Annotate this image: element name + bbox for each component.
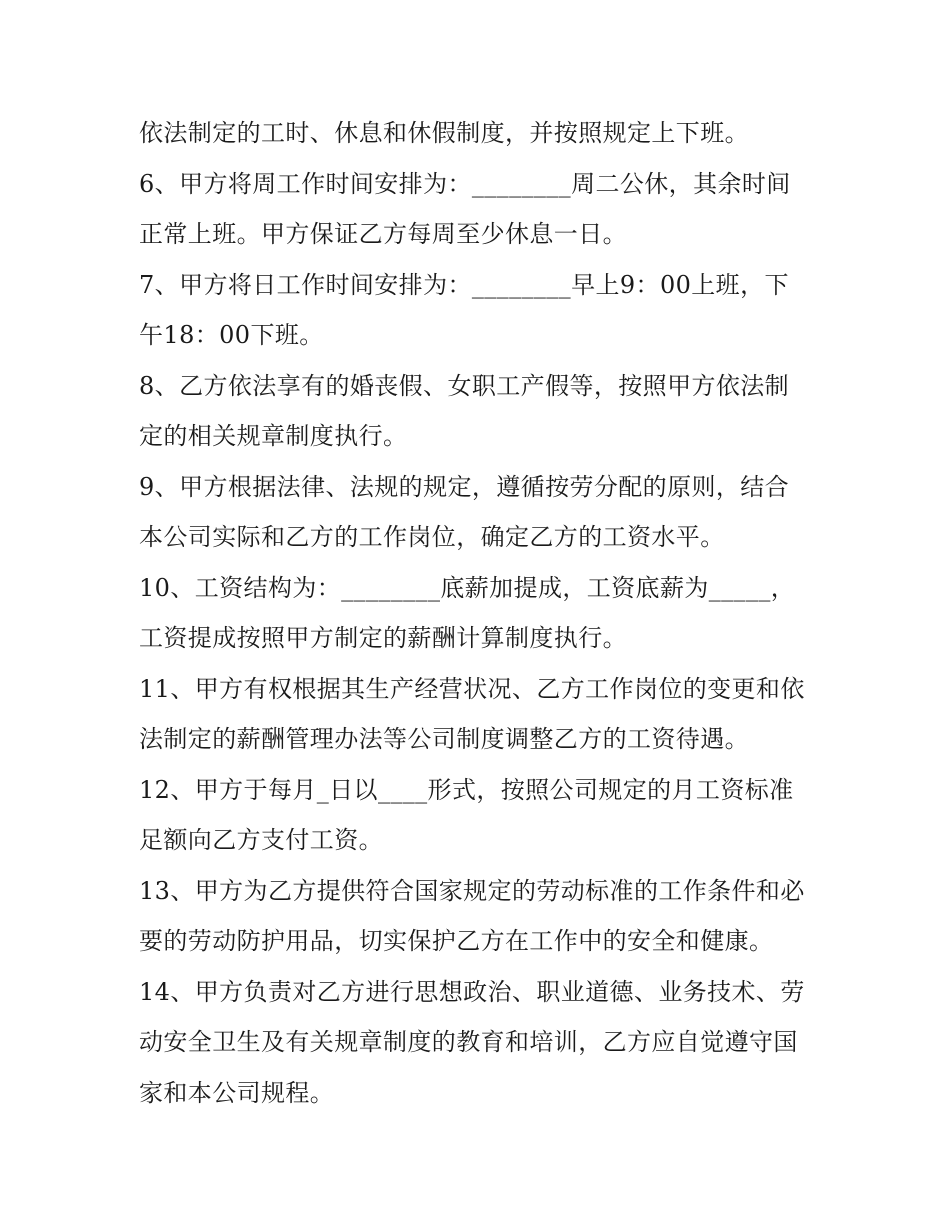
text-line: 6、甲方将周工作时间安排为：________周二公休，其余时间 — [139, 169, 791, 198]
text-line: 10、工资结构为：________底薪加提成，工资底薪为_____， — [139, 573, 796, 602]
text-line: 法制定的薪酬管理办法等公司制度调整乙方的工资待遇。 — [139, 725, 749, 753]
document-body — [139, 108, 819, 1118]
text-line: 依法制定的工时、休息和休假制度，并按照规定上下班。 — [139, 119, 749, 147]
text-line: 正常上班。甲方保证乙方每周至少休息一日。 — [139, 220, 627, 248]
text-line: 9、甲方根据法律、法规的规定，遵循按劳分配的原则，结合 — [139, 472, 790, 501]
text-line: 12、甲方于每月_日以____形式，按照公司规定的月工资标准 — [139, 775, 794, 804]
text-line: 足额向乙方支付工资。 — [139, 826, 383, 854]
text-line: 家和本公司规程。 — [139, 1078, 335, 1107]
text-line: 定的相关规章制度执行。 — [139, 422, 408, 450]
text-line: 8、乙方依法享有的婚丧假、女职工产假等，按照甲方依法制 — [139, 371, 790, 400]
text-line: 本公司实际和乙方的工作岗位，确定乙方的工资水平。 — [139, 523, 725, 551]
text-line: 13、甲方为乙方提供符合国家规定的劳动标准的工作条件和必 — [139, 876, 805, 905]
text-line: 11、甲方有权根据其生产经营状况、乙方工作岗位的变更和依 — [139, 674, 805, 703]
text-line: 动安全卫生及有关规章制度的教育和培训，乙方应自觉遵守国 — [139, 1028, 798, 1056]
text-line: 7、甲方将日工作时间安排为：________早上9：00上班，下 — [139, 270, 789, 299]
text-line: 要的劳动防护用品，切实保护乙方在工作中的安全和健康。 — [139, 927, 774, 955]
text-line: 午18：00下班。 — [139, 321, 324, 349]
text-line: 14、甲方负责对乙方进行思想政治、职业道德、业务技术、劳 — [139, 977, 805, 1006]
text-line: 工资提成按照甲方制定的薪酬计算制度执行。 — [139, 624, 627, 652]
